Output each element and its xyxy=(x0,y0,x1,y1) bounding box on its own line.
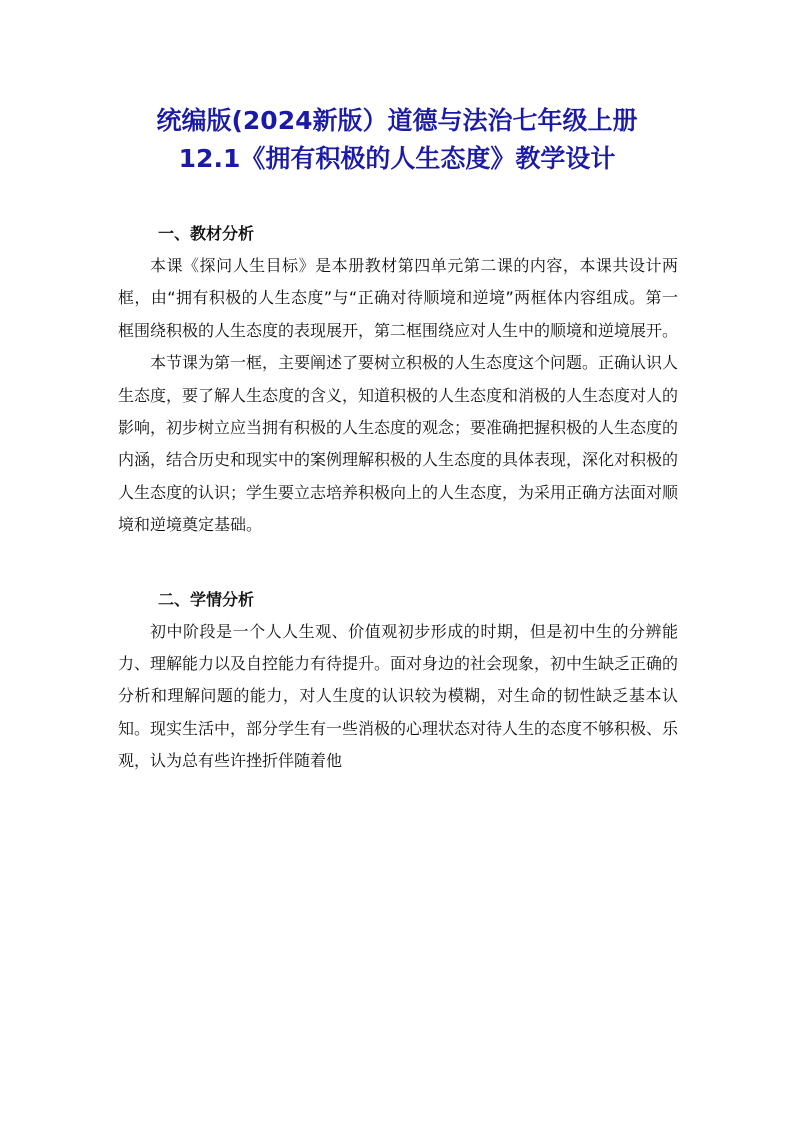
section-spacer xyxy=(118,542,678,584)
paragraph: 本课《探问人生目标》是本册教材第四单元第二课的内容，本课共设计两框，由“拥有积极的人生态度”与“正确对待顺境和逆境”两框体内容组成。第一框围绕积极的人生态度的表现展开，第二框围绕应对人生中的顺境和逆境展开。 xyxy=(118,256,679,340)
title-line-2: 12.1《拥有积极的人生态度》教学设计 xyxy=(178,144,616,173)
title-line-1: 统编版(2024新版）道德与法治七年级上册 xyxy=(156,106,638,135)
document-title xyxy=(0,102,794,178)
document-body xyxy=(118,218,678,778)
section-heading: 二、学情分析 xyxy=(158,589,255,609)
section-student-analysis xyxy=(118,584,678,778)
paragraph: 初中阶段是一个人人生观、价值观初步形成的时期，但是初中生的分辨能力、理解能力以及自控能力有待提升。面对身边的社会现象，初中生缺乏正确的分析和理解问题的能力，对人生度的认识较为模糊，对生命的韧性缺乏基本认知。现实生活中，部分学生有一些消极的心理状态对待人生的态度不够积极、乐观，认为总有些许挫折伴随着他 xyxy=(118,621,679,771)
paragraph: 本节课为第一框，主要阐述了要树立积极的人生态度这个问题。正确认识人生态度，要了解人生态度的含义，知道积极的人生态度和消极的人生态度对人的影响，初步树立应当拥有积极的人生态度的观念；要准确把握积极的人生态度的内涵，结合历史和现实中的案例理解积极的人生态度的具体表现，深化对积极的人生态度的认识；学生要立志培养积极向上的人生态度，为采用正确方法面对顺境和逆境奠定基础。 xyxy=(118,353,679,535)
section-heading: 一、教材分析 xyxy=(158,224,255,243)
section-textbook-analysis xyxy=(118,218,678,542)
